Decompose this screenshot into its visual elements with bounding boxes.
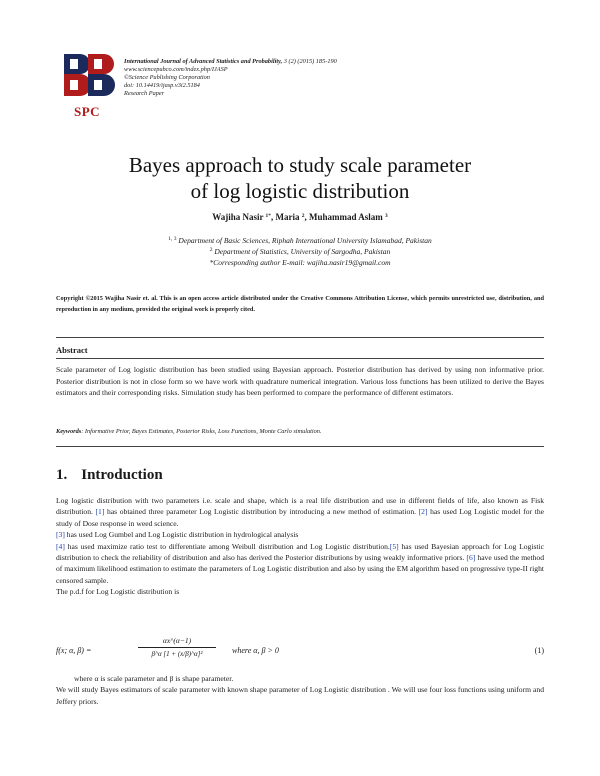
- logo-text: SPC: [73, 104, 101, 119]
- paragraph-6: We will study Bayes estimators of scale parameter with known shape parameter of Log Logistic distribution . We will use four loss functions using uniform and Jeffery priors.: [56, 685, 544, 706]
- affiliation-2: [60, 247, 540, 257]
- affiliation-1-sup: 1, 3: [168, 236, 177, 242]
- divider-bottom: [56, 446, 544, 447]
- paper-title: [60, 152, 540, 204]
- equation-label: (1): [534, 646, 544, 655]
- citation-4[interactable]: [4]: [56, 541, 65, 551]
- citation-2[interactable]: [2]: [418, 507, 428, 517]
- p1b-text: has obtained three parameter Log Logistic distribution by introducing a new method of estimation.: [107, 507, 417, 517]
- copyright-notice: Copyright ©2015 Wajiha Nasir et. al. This is an open access article distributed under the Creative Commons Attribution License, which permits unrestricted use, distribution, and reproduction in any medium, provided the original work is properly cited.: [56, 295, 544, 313]
- citation-3[interactable]: [3]: [56, 530, 65, 540]
- author-1-sup: 1*: [265, 213, 272, 219]
- corresponding-author: *Corresponding author E-mail: wajiha.nasir19@gmail.com: [209, 258, 391, 267]
- section-heading: [56, 467, 163, 484]
- author-2-sup: 2: [301, 213, 305, 219]
- equation-1: [56, 636, 544, 668]
- paragraph-1: [56, 495, 544, 529]
- p3b-text: has used Bayesian approach for Log Logistic distribution to check the reliability of distribution and also has derived the Posterior distributions by using weakly informative priors.: [56, 541, 544, 563]
- equation-denominator: β^α [1 + (x/β)^α]²: [151, 650, 203, 658]
- title-line-1: Bayes approach to study scale parameter: [128, 153, 472, 177]
- keywords: [56, 428, 544, 435]
- journal-volume: 3 (2) (2015) 185-190: [283, 58, 337, 65]
- divider-abstract: [56, 358, 544, 359]
- keywords-label: Keywords: [56, 428, 82, 435]
- journal-citation: [124, 58, 337, 66]
- author-2: Maria: [275, 212, 300, 222]
- paragraph-2: [56, 529, 544, 540]
- p3-text: has used maximize ratio test to differentiate among Weibull distribution and Log Logistic distribution.: [67, 541, 390, 551]
- abstract-body: Scale parameter of Log logistic distribution has been studied using Bayesian approach. Posterior distribution has derived by using non informative prior. Posterior distribution is not in close form so we have work with quadrature numerical integration. Various loss functions has been utilized to derive the Bayes estimators and their corresponding risks. Simulation study has been performed to compare the performance of different estimators.: [56, 365, 544, 397]
- affiliation-1-text: Department of Basic Sciences, Riphah International University Islamabad, Pakistan: [178, 236, 432, 245]
- author-3: Muhammad Aslam: [309, 212, 383, 222]
- p1-text: Log logistic distribution with two parameters i.e. scale and shape, which is a real life distribution and use in different fields of life, also known as Fisk distribution.: [56, 496, 544, 517]
- introduction-text: [56, 495, 544, 598]
- publisher-copyright: ©Science Publishing Corporation: [124, 74, 210, 81]
- p1c-text: has used Log Logistic model for the study of Dose response in weed science.: [56, 507, 544, 528]
- equation-condition: where α, β > 0: [232, 646, 279, 655]
- paragraph-4: The p.d.f for Log Logistic distribution is: [56, 587, 180, 597]
- equation-lhs: f(x; α, β) =: [56, 646, 92, 655]
- title-line-2: of log logistic distribution: [190, 179, 410, 203]
- citation-6[interactable]: [6]: [466, 553, 476, 563]
- abstract-heading: Abstract: [56, 345, 88, 355]
- p2-text: has used Log Gumbel and Log Logistic distribution in hydrological analysis: [66, 530, 299, 540]
- paragraph-3: [56, 541, 544, 587]
- p3c-text: have used the method of maximum likelihood estimation to estimate the parameters of Log Logistic distribution and also by using the EM algorithm based on progressive type-II right censored sample.: [56, 553, 544, 585]
- affiliation-2-sup: 2: [209, 247, 213, 253]
- equation-numerator: αx^(α−1): [138, 636, 216, 648]
- author-1: Wajiha Nasir: [212, 212, 264, 222]
- doi[interactable]: doi: 10.14419/ijasp.v3i2.5184: [124, 82, 200, 89]
- keywords-text: : Informative Prior, Bayes Estimates, Posterior Risks, Loss Functions, Monte Carlo simulation.: [81, 428, 322, 435]
- citation-1[interactable]: [1]: [95, 507, 105, 517]
- divider-top: [56, 337, 544, 338]
- author-3-sup: 3: [385, 213, 388, 219]
- equation-fraction: [138, 636, 216, 658]
- affiliation-1: [60, 236, 540, 246]
- citation-5[interactable]: [5]: [389, 541, 399, 551]
- author-list: Wajiha Nasir $^{1*}$, Maria $^2$, Muhammad Aslam $^3$: [212, 212, 388, 222]
- post-equation-text: [56, 673, 544, 707]
- journal-website[interactable]: www.sciencepubco.com/index.php/IJASP: [124, 66, 228, 73]
- section-number: 1.: [56, 467, 68, 483]
- affiliation-2-text: Department of Statistics, University of Sargodha, Pakistan: [214, 247, 391, 256]
- section-title: Introduction: [81, 467, 163, 483]
- paper-type: Research Paper: [124, 90, 165, 97]
- paragraph-5: where α is scale parameter and β is shape parameter.: [74, 674, 234, 683]
- journal-name: International Journal of Advanced Statistics and Probability,: [124, 58, 283, 65]
